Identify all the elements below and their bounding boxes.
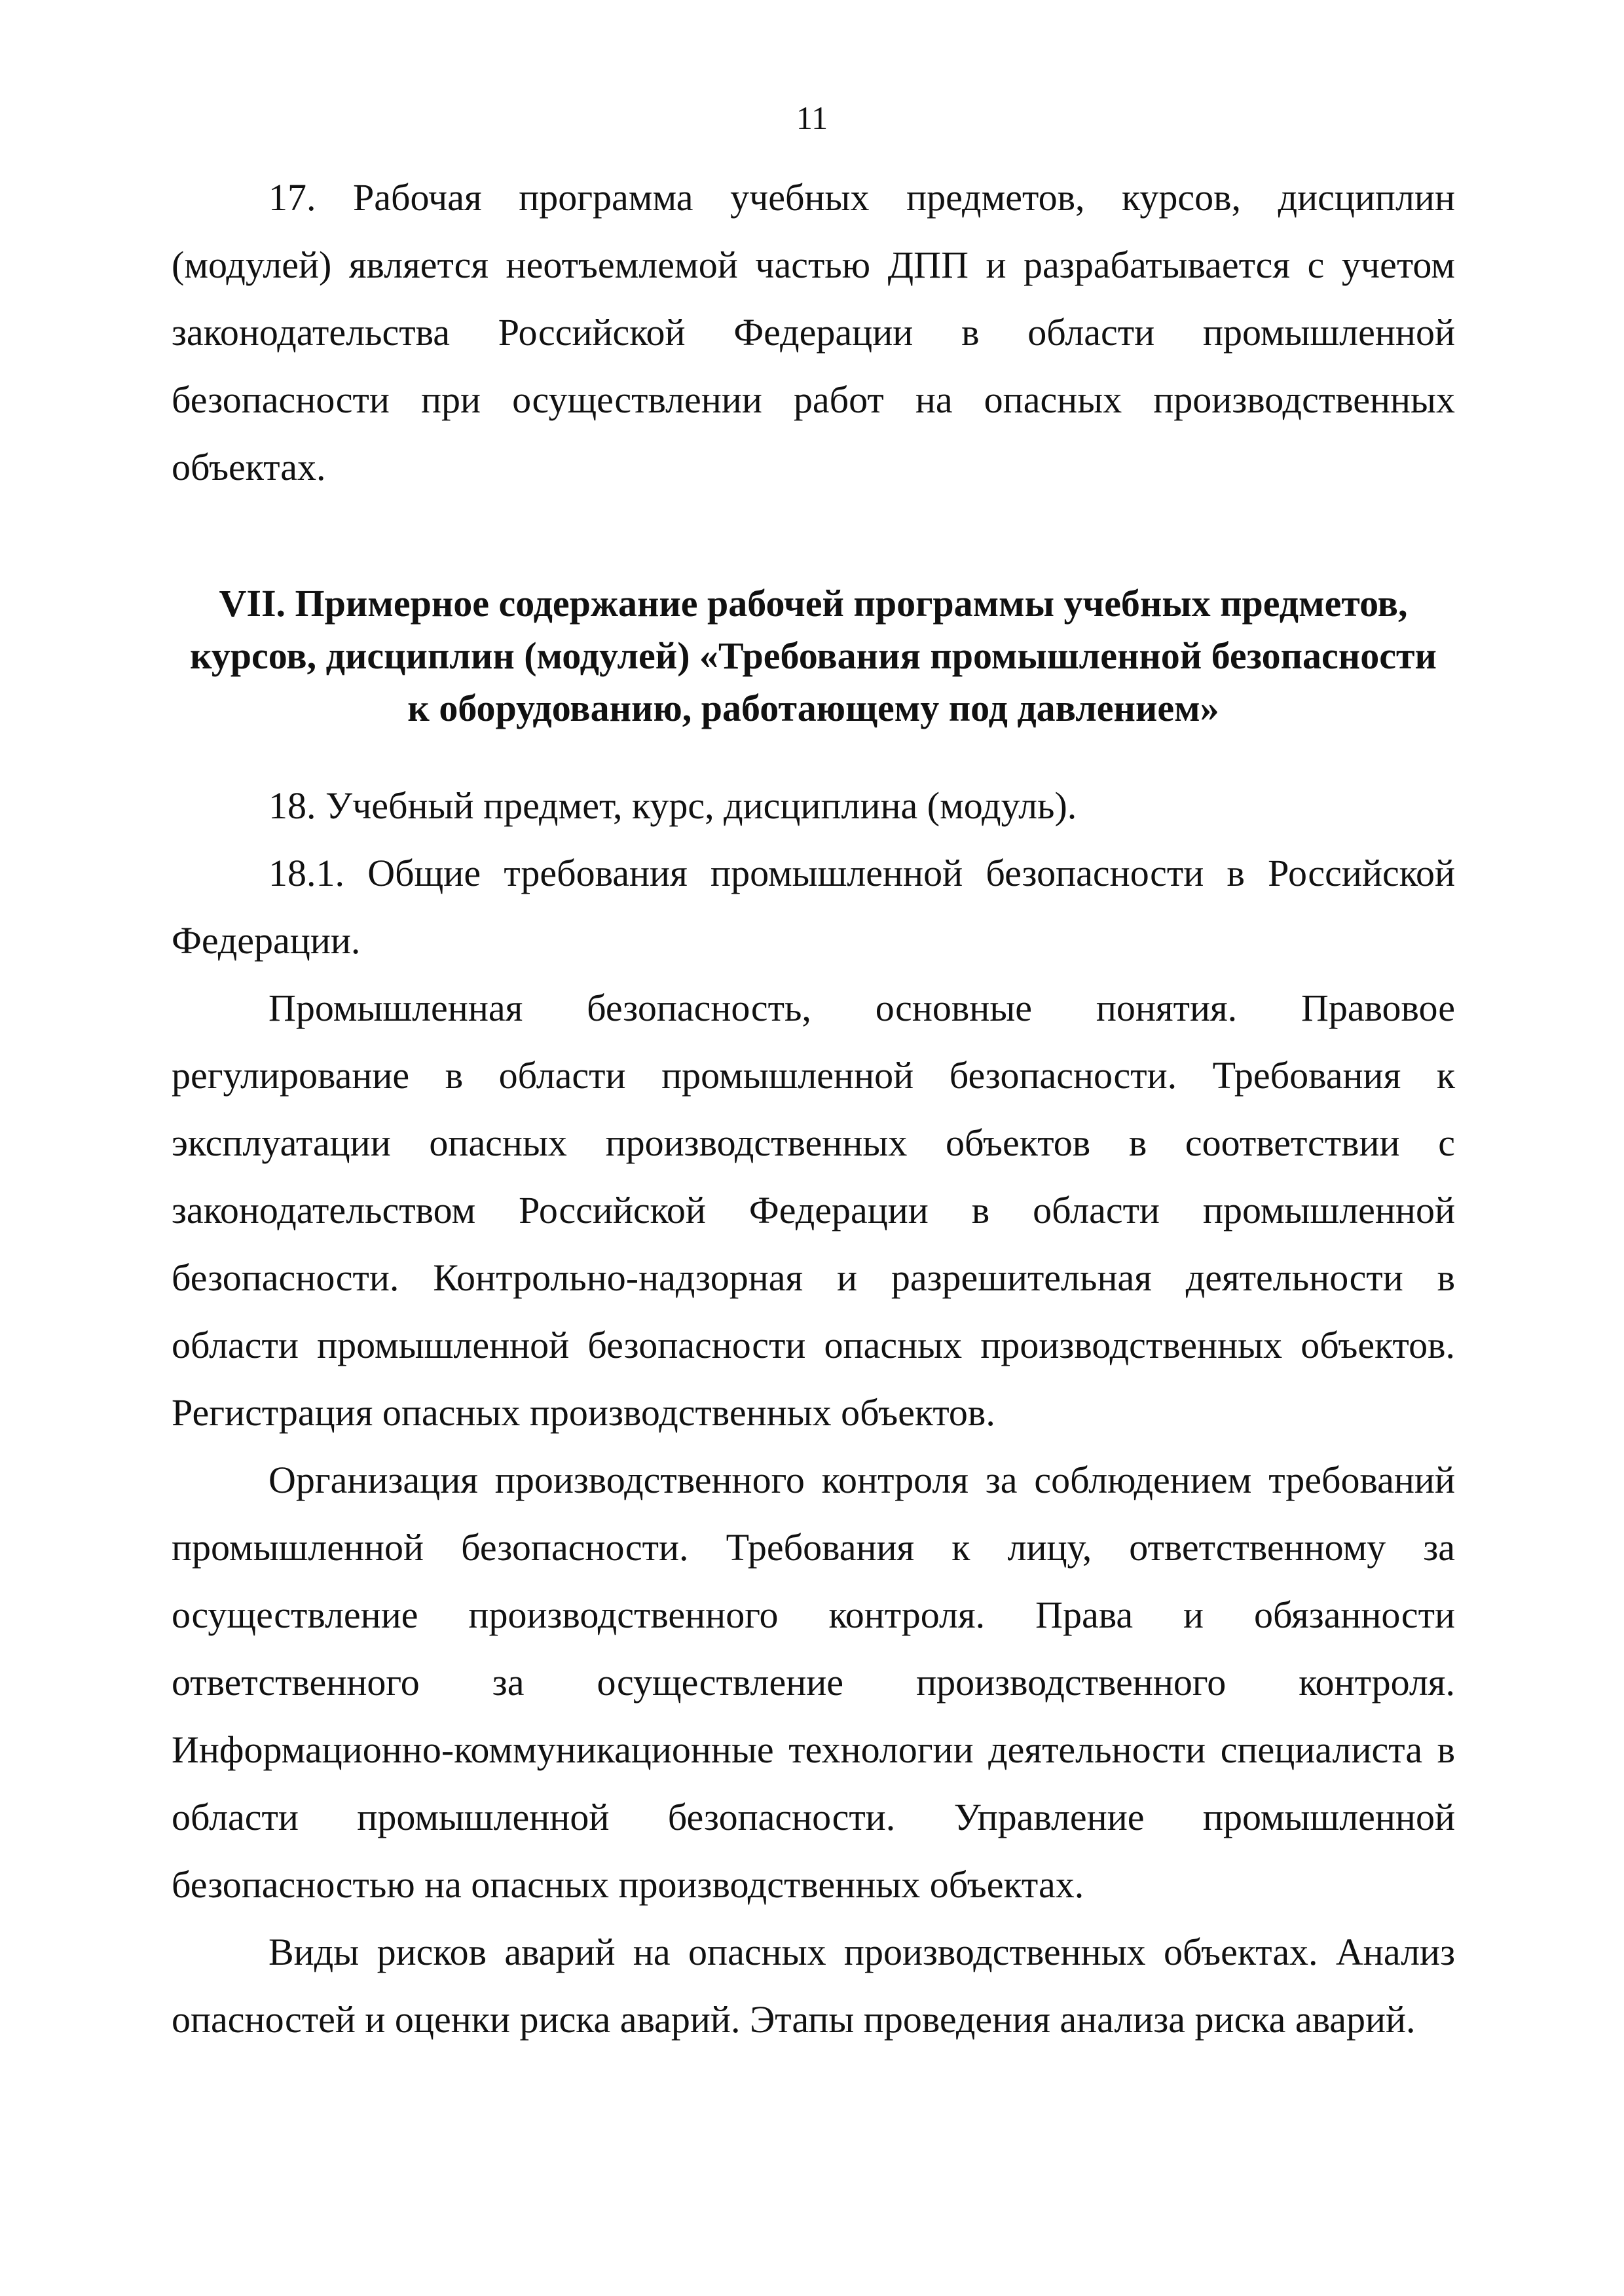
section-heading-line-3: к оборудованию, работающему под давлением» xyxy=(407,687,1219,729)
section-heading-line-1: VII. Примерное содержание рабочей программы учебных предметов, xyxy=(219,582,1408,625)
paragraph-production-control: Организация производственного контроля за соблюдением требований промышленной безопасности. Требования к лицу, ответственному за осуществление производственного контроля. Права и обязанности ответственного за осуществление производственного контроля. Информационно-коммуникационные технологии деятельности специалиста в области промышленной безопасности. Управление промышленной безопасностью на опасных производственных объектах. xyxy=(172,1459,1455,1906)
paragraph-accident-risks: Виды рисков аварий на опасных производственных объектах. Анализ опасностей и оценки риска аварий. Этапы проведения анализа риска аварий. xyxy=(172,1931,1455,2041)
page-number: 11 xyxy=(796,100,828,136)
body-text-block xyxy=(172,772,1455,2053)
paragraph-17: 17. Рабочая программа учебных предметов, курсов, дисциплин (модулей) является неотъемлемой частью ДПП и разрабатывается с учетом законодательства Российской Федерации в области промышленной безопасности при осуществлении работ на опасных производственных объектах. xyxy=(172,176,1455,488)
paragraph-17-block xyxy=(172,164,1455,501)
paragraph-18: 18. Учебный предмет, курс, дисциплина (модуль). xyxy=(268,784,1077,827)
paragraph-18-1: 18.1. Общие требования промышленной безопасности в Российской Федерации. xyxy=(172,852,1455,962)
section-heading-line-2: курсов, дисциплин (модулей) «Требования промышленной безопасности xyxy=(190,634,1437,677)
paragraph-industrial-safety-concepts: Промышленная безопасность, основные понятия. Правовое регулирование в области промышленной безопасности. Требования к эксплуатации опасных производственных объектов в соответствии с законодательством Российской Федерации в области промышленной безопасности. Контрольно-надзорная и разрешительная деятельности в области промышленной безопасности опасных производственных объектов. Регистрация опасных производственных объектов. xyxy=(172,987,1455,1434)
section-heading xyxy=(172,577,1455,735)
